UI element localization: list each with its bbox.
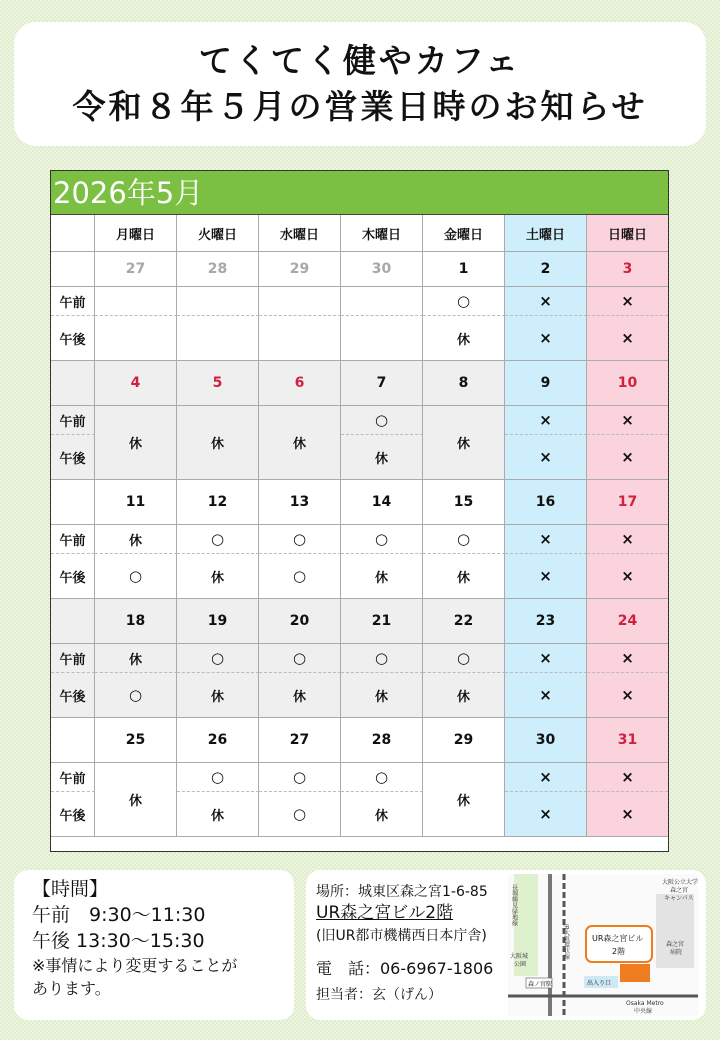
date-cell: 21 [341,599,423,644]
info-contact: 担当者：玄（げん） [316,987,442,1003]
date-cell: 13 [259,480,341,525]
pm-slot: 休 [177,673,259,718]
map-label-campus2: キャンパス [664,895,694,902]
day-slot-merged: 休 [95,763,177,837]
am-label: 午前 [51,287,95,316]
pm-slot: ○ [95,554,177,599]
date-cell: 19 [177,599,259,644]
info-panel [306,870,706,1020]
day-slot-merged: 休 [95,406,177,480]
map-label-university: 大阪公立大学 [662,879,698,886]
pm-slot: 休 [423,316,505,361]
pm-slot: ○ [259,554,341,599]
date-cell: 8 [423,361,505,406]
map-label-hospital1: 森之宮 [666,941,685,948]
hours-am: 午前 9:30～11:30 [32,904,206,926]
date-cell: 11 [95,480,177,525]
pm-slot: × [587,435,668,480]
calendar-grid [51,215,668,882]
date-row-corner [51,599,95,644]
date-cell: 14 [341,480,423,525]
am-slot: 休 [95,644,177,673]
day-slot-merged: 休 [423,763,505,837]
weekday-header: 土曜日 [505,215,587,252]
info-text [316,882,516,1006]
am-slot: ○ [341,525,423,554]
date-cell: 17 [587,480,668,525]
info-former: (旧UR都市機構西日本庁舎) [316,928,487,944]
weekday-header: 木曜日 [341,215,423,252]
map-label-metro1: Osaka Metro [626,1000,664,1007]
building-callout [586,926,652,962]
am-slot: × [505,287,587,316]
pm-slot: 休 [341,435,423,480]
am-slot: × [587,763,668,792]
pm-label: 午後 [51,792,95,837]
map-label-park1: 大阪城 [510,953,529,960]
weekday-header: 日曜日 [587,215,668,252]
hospital-block [656,894,694,968]
calendar-month-header: 2026年5月 [51,171,668,215]
hours-note-2: あります。 [32,979,111,998]
pm-slot: × [587,792,668,837]
am-slot [177,287,259,316]
am-slot: ○ [341,406,423,435]
pm-slot: × [587,673,668,718]
date-cell: 23 [505,599,587,644]
pm-slot [341,316,423,361]
date-cell: 27 [95,252,177,287]
weekday-corner [51,215,95,252]
am-slot: ○ [423,644,505,673]
map-label-jr: JR大阪環状線 [562,924,570,960]
date-cell: 27 [259,718,341,763]
am-slot: × [587,525,668,554]
date-cell: 28 [177,252,259,287]
date-row-corner [51,480,95,525]
day-slot-merged: 休 [259,406,341,480]
am-slot: 休 [95,525,177,554]
weekday-header: 水曜日 [259,215,341,252]
building-marker [620,964,650,982]
pm-slot [259,316,341,361]
pm-label: 午後 [51,316,95,361]
pm-slot [95,316,177,361]
weekday-header: 月曜日 [95,215,177,252]
am-slot: × [505,406,587,435]
pm-slot: × [505,673,587,718]
hours-pm: 午後 13:30～15:30 [32,930,205,952]
am-slot: ○ [341,644,423,673]
info-phone: 電 話：06-6967-1806 [316,959,494,978]
pm-slot: × [505,554,587,599]
map-label-building2: 2階 [612,947,626,956]
date-cell: 22 [423,599,505,644]
date-cell: 16 [505,480,587,525]
pm-slot: × [587,316,668,361]
am-slot: × [505,763,587,792]
date-cell: 9 [505,361,587,406]
am-slot: ○ [423,525,505,554]
date-cell: 6 [259,361,341,406]
pm-slot: × [505,316,587,361]
am-slot: × [505,644,587,673]
date-cell: 24 [587,599,668,644]
am-slot: ○ [177,644,259,673]
am-label: 午前 [51,763,95,792]
am-slot [259,287,341,316]
weekday-header: 金曜日 [423,215,505,252]
info-place: 場所：城東区森之宮1-6-85 [316,884,488,900]
map-label-building1: UR森之宮ビル [592,934,644,943]
pm-label: 午後 [51,435,95,480]
am-slot: ○ [259,644,341,673]
pm-slot [177,316,259,361]
map-label-station: 森ノ宮駅 [528,981,553,988]
pm-slot: 休 [341,673,423,718]
pm-slot: × [587,554,668,599]
date-row-corner [51,252,95,287]
pm-slot: ○ [259,792,341,837]
date-cell: 29 [259,252,341,287]
date-cell: 18 [95,599,177,644]
date-cell: 25 [95,718,177,763]
am-slot: ○ [341,763,423,792]
am-slot: ○ [177,525,259,554]
date-row-corner [51,718,95,763]
date-cell: 4 [95,361,177,406]
map-label-street: 長堀鶴見緑地線 [510,884,518,926]
map-label-park2: 公園 [514,961,527,968]
title-panel [14,22,706,146]
pm-slot: 休 [423,673,505,718]
am-slot: × [587,287,668,316]
hours-note-1: ※事情により変更することが [32,956,238,975]
map-label-metro2: 中央線 [634,1008,653,1015]
date-cell: 28 [341,718,423,763]
calendar [50,170,669,852]
am-slot: ○ [177,763,259,792]
date-cell: 15 [423,480,505,525]
pm-slot: ○ [95,673,177,718]
date-cell: 1 [423,252,505,287]
weekday-header: 火曜日 [177,215,259,252]
page-subtitle: 令和８年５月の営業日時のお知らせ [72,87,648,126]
page-title: てくてく健やカフェ [198,41,522,80]
day-slot-merged: 休 [177,406,259,480]
pm-slot: 休 [177,554,259,599]
pm-slot: 休 [259,673,341,718]
pm-slot: 休 [341,792,423,837]
date-cell: 12 [177,480,259,525]
pm-label: 午後 [51,554,95,599]
date-cell: 26 [177,718,259,763]
location-map [508,874,698,1016]
map-label-exit: 出入り口 [587,980,612,987]
hours-heading: 【時間】 [32,878,109,900]
map-label-campus1: 森之宮 [670,887,689,894]
am-label: 午前 [51,644,95,673]
am-slot: × [505,525,587,554]
am-slot: ○ [259,763,341,792]
info-building: UR森之宮ビル2階 [316,903,454,923]
am-label: 午前 [51,525,95,554]
am-slot: × [587,406,668,435]
hours-panel [14,870,294,1020]
pm-slot: 休 [423,554,505,599]
date-cell: 7 [341,361,423,406]
date-cell: 29 [423,718,505,763]
am-slot [341,287,423,316]
pm-label: 午後 [51,673,95,718]
date-cell: 5 [177,361,259,406]
pm-slot: 休 [177,792,259,837]
date-cell: 20 [259,599,341,644]
pm-slot: 休 [341,554,423,599]
am-label: 午前 [51,406,95,435]
pm-slot: × [505,792,587,837]
pm-slot: × [505,435,587,480]
day-slot-merged: 休 [423,406,505,480]
date-cell: 30 [505,718,587,763]
am-slot [95,287,177,316]
am-slot: ○ [259,525,341,554]
date-cell: 10 [587,361,668,406]
am-slot: × [587,644,668,673]
map-label-hospital2: 病院 [670,949,683,956]
am-slot: ○ [423,287,505,316]
date-cell: 30 [341,252,423,287]
date-cell: 2 [505,252,587,287]
date-cell: 3 [587,252,668,287]
date-cell: 31 [587,718,668,763]
date-row-corner [51,361,95,406]
